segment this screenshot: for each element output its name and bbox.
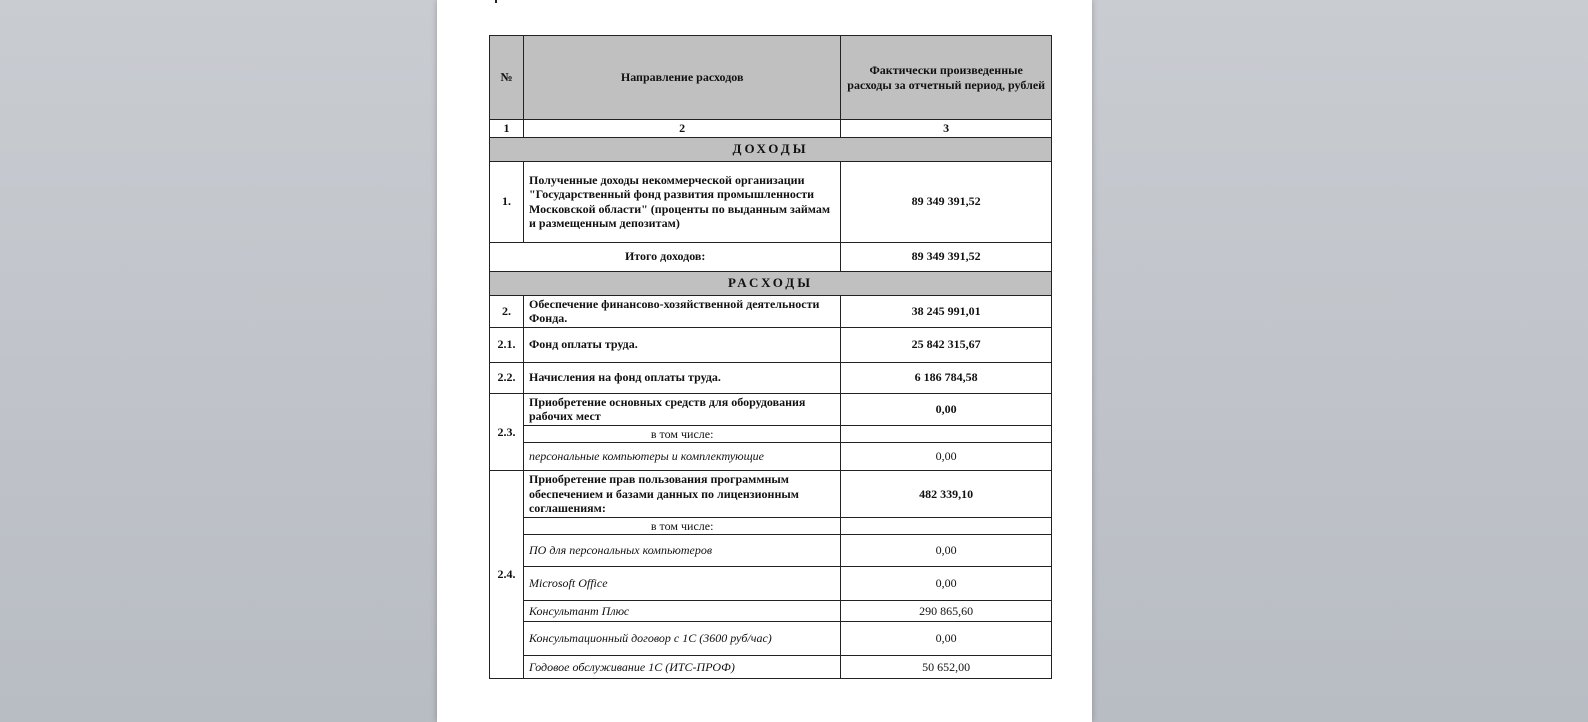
row-no: 1.	[490, 161, 524, 242]
row-amount: 482 339,10	[841, 471, 1052, 518]
header-actual: Фактически произведенные расходы за отчетный период, рублей	[841, 36, 1052, 120]
row-amount: 290 865,60	[841, 601, 1052, 622]
row-text: Полученные доходы некоммерческой организации "Государственный фонд развития промышленности Московской области" (проценты по выданным займам и размещенным депозитам)	[523, 161, 840, 242]
row-amount: 0,00	[841, 622, 1052, 656]
row-amount: 38 245 991,01	[841, 295, 1052, 327]
expense-report-table	[489, 35, 1052, 679]
row-amount: 0,00	[841, 393, 1052, 425]
row-amount: 0,00	[841, 443, 1052, 471]
header-no: №	[490, 36, 524, 120]
including-row	[490, 517, 1052, 535]
income-total-row	[490, 242, 1052, 271]
column-numbers-row	[490, 120, 1052, 138]
income-section-title: ДОХОДЫ	[490, 137, 1052, 161]
col-number-2: 2	[523, 120, 840, 138]
row-amount: 25 842 315,67	[841, 327, 1052, 362]
table-row	[490, 567, 1052, 601]
row-no: 2.3.	[490, 393, 524, 471]
table-row	[490, 393, 1052, 425]
row-no: 2.	[490, 295, 524, 327]
row-amount: 0,00	[841, 567, 1052, 601]
row-text: Годовое обслуживание 1С (ИТС-ПРОФ)	[523, 656, 840, 679]
row-text: Приобретение прав пользования программным обеспечением и базами данных по лицензионным соглашениям:	[523, 471, 840, 518]
row-text: Консультант Плюс	[523, 601, 840, 622]
table-row	[490, 327, 1052, 362]
document-page	[437, 0, 1092, 722]
row-no: 2.2.	[490, 362, 524, 393]
row-text: Приобретение основных средств для оборудования рабочих мест	[523, 393, 840, 425]
row-amount: 6 186 784,58	[841, 362, 1052, 393]
table-row	[490, 656, 1052, 679]
row-text: Начисления на фонд оплаты труда.	[523, 362, 840, 393]
table-row	[490, 535, 1052, 567]
row-amount: 50 652,00	[841, 656, 1052, 679]
row-no: 2.1.	[490, 327, 524, 362]
row-text: Обеспечение финансово-хозяйственной деятельности Фонда.	[523, 295, 840, 327]
row-text: Фонд оплаты труда.	[523, 327, 840, 362]
expense-section-title: РАСХОДЫ	[490, 271, 1052, 295]
col-number-1: 1	[490, 120, 524, 138]
text-cursor	[495, 0, 497, 3]
row-text: Microsoft Office	[523, 567, 840, 601]
income-total-label: Итого доходов:	[490, 242, 841, 271]
empty-cell	[841, 517, 1052, 535]
table-row	[490, 622, 1052, 656]
table-row	[490, 601, 1052, 622]
table-row	[490, 161, 1052, 242]
table-row	[490, 362, 1052, 393]
table-row	[490, 471, 1052, 518]
including-label: в том числе:	[523, 517, 840, 535]
empty-cell	[841, 425, 1052, 443]
row-text: персональные компьютеры и комплектующие	[523, 443, 840, 471]
row-amount: 89 349 391,52	[841, 161, 1052, 242]
including-label: в том числе:	[523, 425, 840, 443]
row-text: Консультационный договор с 1С (3600 руб/час)	[523, 622, 840, 656]
income-section-row	[490, 137, 1052, 161]
row-no: 2.4.	[490, 471, 524, 679]
header-row	[490, 36, 1052, 120]
row-amount: 0,00	[841, 535, 1052, 567]
table-row	[490, 443, 1052, 471]
including-row	[490, 425, 1052, 443]
header-direction: Направление расходов	[523, 36, 840, 120]
expense-section-row	[490, 271, 1052, 295]
col-number-3: 3	[841, 120, 1052, 138]
income-total-amount: 89 349 391,52	[841, 242, 1052, 271]
table-row	[490, 295, 1052, 327]
row-text: ПО для персональных компьютеров	[523, 535, 840, 567]
